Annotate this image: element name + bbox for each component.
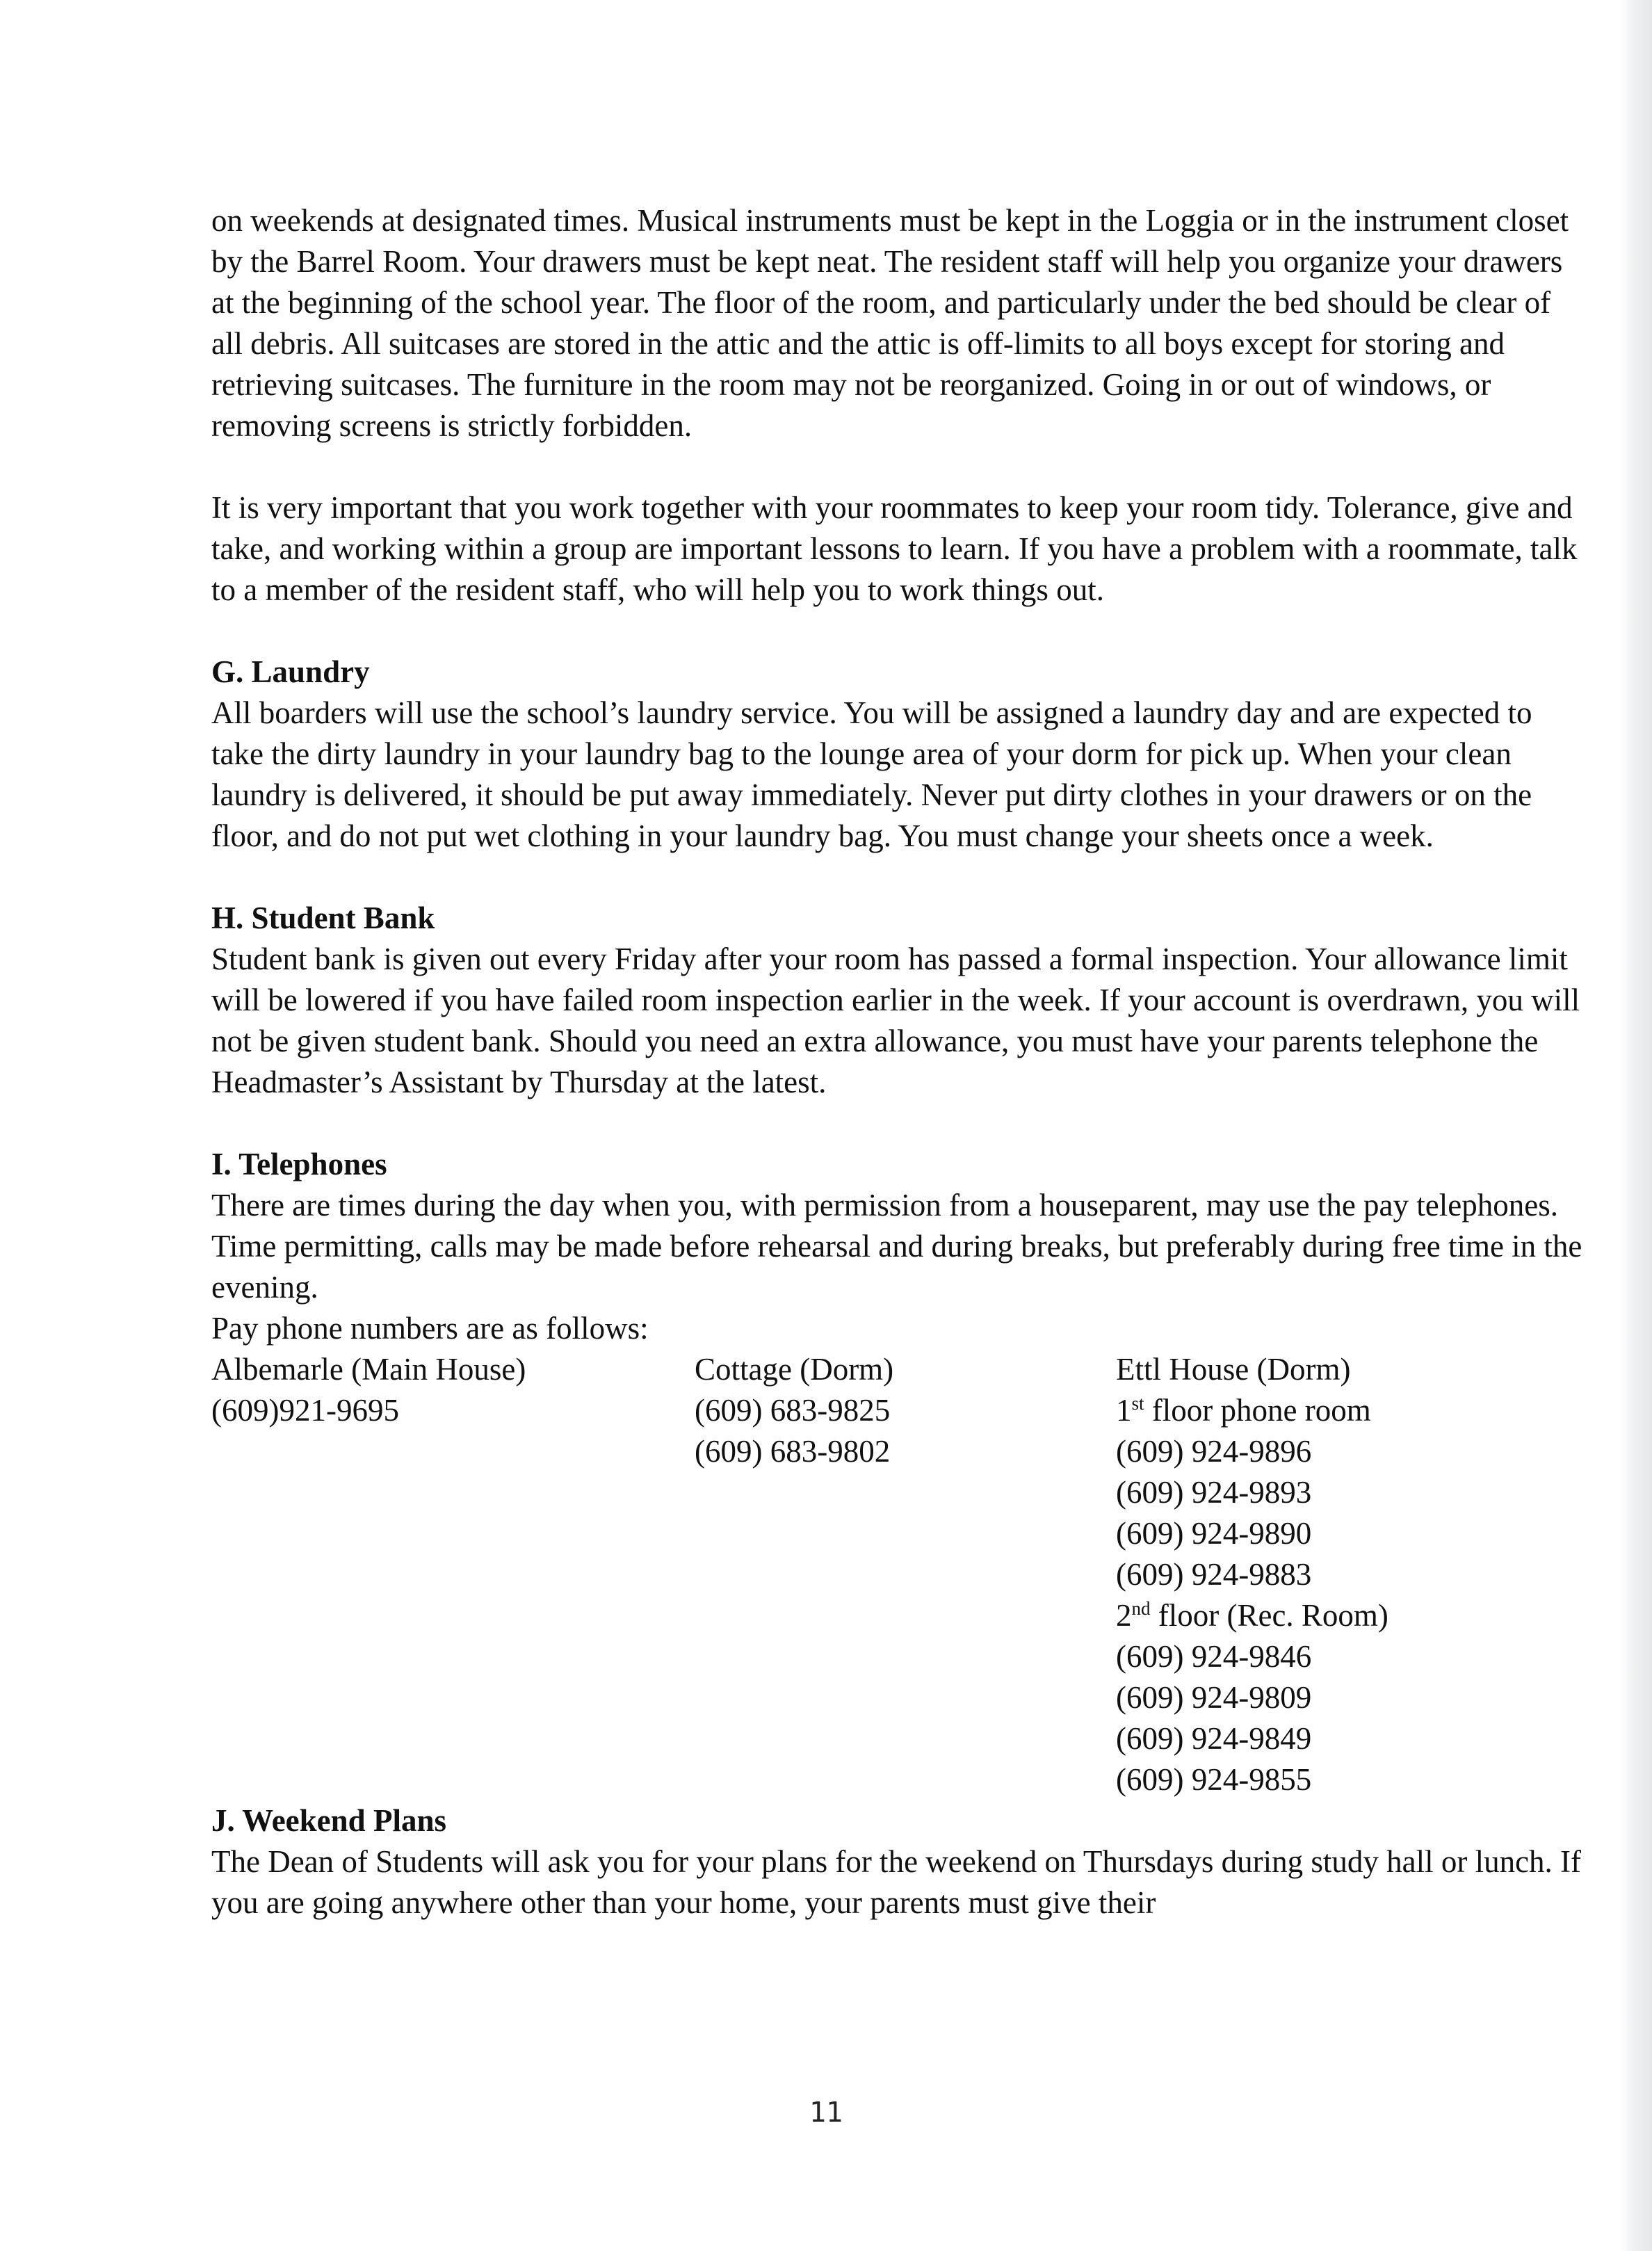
page-number: 11: [809, 2097, 843, 2129]
weekend-plans-heading: J. Weekend Plans: [211, 1803, 446, 1838]
ettl-floor1-number: (609) 924-9896: [1116, 1434, 1312, 1469]
spacer: [211, 857, 1588, 898]
albemarle-title: Albemarle (Main House): [211, 1352, 526, 1387]
student-bank-heading: H. Student Bank: [211, 901, 435, 935]
albemarle-number: (609)921-9695: [211, 1393, 399, 1428]
pay-phone-intro: Pay phone numbers are as follows:: [211, 1311, 649, 1346]
spacer: [211, 446, 1588, 487]
rooms-paragraph-1: on weekends at designated times. Musical instruments must be kept in the Loggia or in the instrument closet by the Barrel Room. Your drawers must be kept neat. The resident staff will help you organize your drawers at the beginning of the school year. The floor of the room, and particularly under the bed should be clear of all debris. All suitcases are stored in the attic and the attic is off-limits to all boys except for storing and retrieving suitcases. The furniture in the room may not be reorganized. Going in or out of windows, or removing screens is strictly forbidden.: [211, 203, 1569, 443]
document-body: [211, 200, 1588, 1923]
ettl-floor1-number: (609) 924-9883: [1116, 1557, 1312, 1592]
ettl-floor1-label: 1st floor phone room: [1116, 1393, 1371, 1428]
rooms-paragraph-2: It is very important that you work together with your roommates to keep your room tidy. Tolerance, give and take, and working within a group are important lessons to learn. If you have a problem with a roommate, talk to a member of the resident staff, who will help you to work things out.: [211, 490, 1578, 607]
ettl-floor2-number: (609) 924-9855: [1116, 1762, 1312, 1797]
cottage-number: (609) 683-9802: [695, 1434, 891, 1469]
spacer: [211, 611, 1588, 652]
ettl-floor1-number: (609) 924-9893: [1116, 1475, 1312, 1510]
cottage-column: [695, 1349, 893, 1472]
ettl-title: Ettl House (Dorm): [1116, 1352, 1351, 1387]
spacer: [211, 1103, 1588, 1144]
laundry-paragraph: All boarders will use the school’s laundry service. You will be assigned a laundry day and are expected to take the dirty laundry in your laundry bag to the lounge area of your dorm for pick up. When your clean laundry is delivered, it should be put away immediately. Never put dirty clothes in your drawers or on the floor, and do not put wet clothing in your laundry bag. You must change your sheets once a week.: [211, 695, 1532, 853]
ettl-floor1-number: (609) 924-9890: [1116, 1516, 1312, 1551]
telephones-heading: I. Telephones: [211, 1147, 387, 1181]
page-edge-shadow: [1620, 0, 1652, 2251]
pay-phone-table: [211, 1349, 1588, 1800]
student-bank-paragraph: Student bank is given out every Friday after your room has passed a formal inspection. Your allowance limit will be lowered if you have failed room inspection earlier in the week. If your account is overdrawn, you will not be given student bank. Should you need an extra allowance, you must have your parents telephone the Headmaster’s Assistant by Thursday at the latest.: [211, 942, 1580, 1099]
laundry-heading: G. Laundry: [211, 654, 370, 689]
ettl-column: [1116, 1349, 1388, 1800]
ettl-floor2-number: (609) 924-9849: [1116, 1721, 1312, 1756]
albemarle-column: [211, 1349, 526, 1431]
cottage-title: Cottage (Dorm): [695, 1352, 894, 1387]
ettl-floor2-label: 2nd floor (Rec. Room): [1116, 1598, 1388, 1633]
ettl-floor2-number: (609) 924-9846: [1116, 1639, 1312, 1674]
ettl-floor2-number: (609) 924-9809: [1116, 1680, 1312, 1715]
telephones-paragraph: There are times during the day when you, with permission from a houseparent, may use the pay telephones. Time permitting, calls may be made before rehearsal and during breaks, but preferably during free time in the evening.: [211, 1188, 1582, 1305]
cottage-number: (609) 683-9825: [695, 1393, 891, 1428]
weekend-plans-paragraph: The Dean of Students will ask you for your plans for the weekend on Thursdays during study hall or lunch. If you are going anywhere other than your home, your parents must give their: [211, 1844, 1582, 1920]
